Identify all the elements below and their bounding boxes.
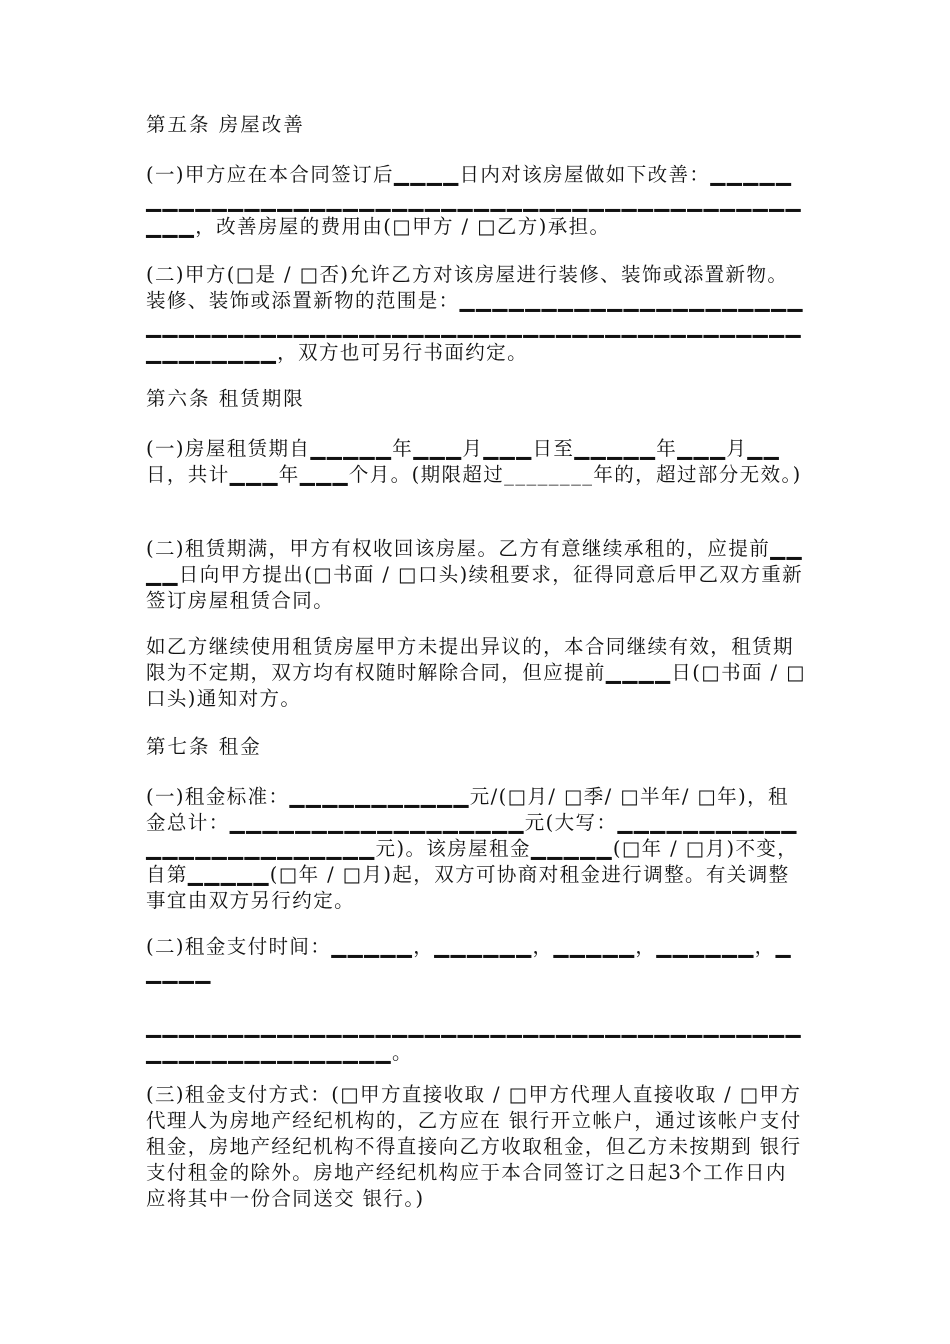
article-6-clause-1: (一)房屋租赁期自▁▁▁▁▁年▁▁▁月▁▁▁日至▁▁▁▁▁年▁▁▁月▁▁日，共计▁▁▁年▁▁▁个月。(期限超过________年的，超过部分无效。) bbox=[146, 437, 802, 486]
article-7-clause-2-line-2: ▁▁▁▁▁▁▁▁▁▁▁▁▁▁▁▁▁▁▁▁▁▁▁▁▁▁▁▁▁▁▁▁▁▁▁▁▁▁▁▁▁▁▁▁▁▁▁▁▁▁▁▁▁▁▁。 bbox=[146, 1015, 802, 1064]
article-7-heading: 第七条 租金 bbox=[146, 735, 262, 758]
article-7-clause-2-line-1: (二)租金支付时间：▁▁▁▁▁，▁▁▁▁▁▁，▁▁▁▁▁，▁▁▁▁▁▁，▁▁▁▁▁ bbox=[146, 935, 792, 984]
article-6-paragraph-3: 如乙方继续使用租赁房屋甲方未提出异议的，本合同继续有效，租赁期限为不定期，双方均有权随时解除合同，但应提前▁▁▁▁日(□书面 / □口头)通知对方。 bbox=[146, 635, 806, 710]
article-6-heading: 第六条 租赁期限 bbox=[146, 387, 305, 410]
article-6-clause-2: (二)租赁期满，甲方有权收回该房屋。乙方有意继续承租的，应提前▁▁▁▁日向甲方提出(□书面 / □口头)续租要求，征得同意后甲乙双方重新签订房屋租赁合同。 bbox=[146, 537, 804, 612]
article-7-clause-1: (一)租金标准：▁▁▁▁▁▁▁▁▁▁▁元/(□月/ □季/ □半年/ □年)，租金总计：▁▁▁▁▁▁▁▁▁▁▁▁▁▁▁▁▁▁元(大写：▁▁▁▁▁▁▁▁▁▁▁▁▁▁▁▁▁▁▁▁▁▁▁▁▁元)。该房屋租金▁▁▁▁▁(□年 / □月)不变，自第▁▁▁▁▁(□年 / □月)起，双方可协商对租金进行调整。有关调整事宜由双方另行约定。 bbox=[146, 785, 799, 912]
article-5-clause-1: (一)甲方应在本合同签订后▁▁▁▁日内对该房屋做如下改善：▁▁▁▁▁▁▁▁▁▁▁▁▁▁▁▁▁▁▁▁▁▁▁▁▁▁▁▁▁▁▁▁▁▁▁▁▁▁▁▁▁▁▁▁▁▁▁▁，改善房屋的费用由(□甲方 / □乙方)承担。 bbox=[146, 163, 802, 238]
article-5-clause-2: (二)甲方(□是 / □否)允许乙方对该房屋进行装修、装饰或添置新物。装修、装饰或添置新物的范围是：▁▁▁▁▁▁▁▁▁▁▁▁▁▁▁▁▁▁▁▁▁▁▁▁▁▁▁▁▁▁▁▁▁▁▁▁▁▁▁▁▁▁▁▁▁▁▁▁▁▁▁▁▁▁▁▁▁▁▁▁▁▁▁▁▁▁▁▁▁，双方也可另行书面约定。 bbox=[146, 263, 804, 364]
article-5-heading: 第五条 房屋改善 bbox=[146, 113, 305, 136]
article-7-clause-3: (三)租金支付方式：(□甲方直接收取 / □甲方代理人直接收取 / □甲方代理人为房地产经纪机构的，乙方应在 银行开立帐户，通过该帐户支付租金，房地产经纪机构不得直接向乙方收取租金，但乙方未按期到 银行支付租金的除外。房地产经纪机构应于本合同签订之日起3个工作日内应将其中一份合同送交 银行。) bbox=[146, 1083, 802, 1210]
